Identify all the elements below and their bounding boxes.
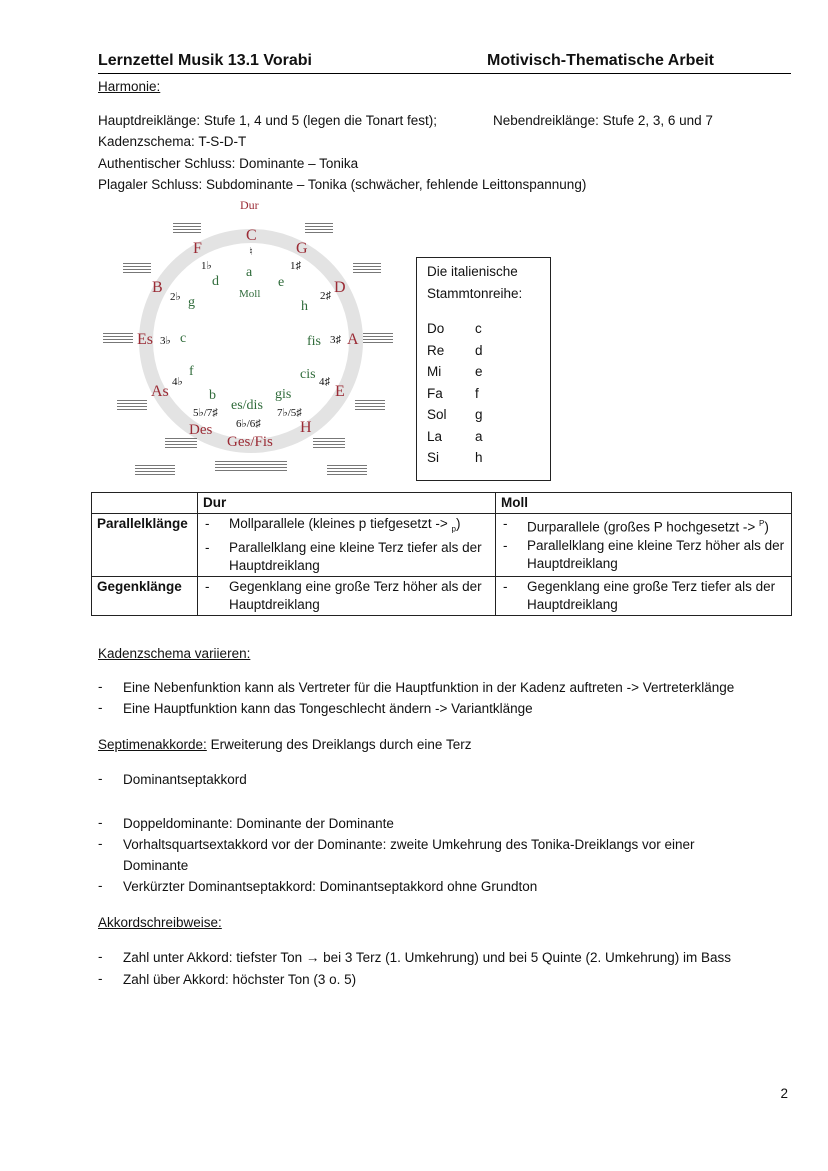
cell-text-end: ) bbox=[455, 516, 461, 531]
accidental-4-sharp: 4♯ bbox=[319, 376, 330, 388]
stammton-de: e bbox=[475, 364, 483, 379]
table-cell-dur bbox=[198, 514, 496, 577]
staff-icon bbox=[327, 465, 367, 477]
accidental-7flat-5sharp: 7♭/5♯ bbox=[277, 407, 302, 419]
bullet-dash: - bbox=[98, 771, 103, 786]
table-cell-dur bbox=[198, 576, 496, 615]
staff-icon bbox=[103, 333, 133, 345]
table-header-empty bbox=[92, 493, 198, 514]
klaenge-table bbox=[91, 492, 792, 616]
stammton-it: Si bbox=[427, 450, 440, 465]
stammton-de: g bbox=[475, 407, 483, 422]
accidental-2-flat: 2♭ bbox=[170, 291, 181, 303]
staff-icon bbox=[363, 333, 393, 345]
key-des-major: Des bbox=[189, 422, 213, 438]
septimen-item-4: Verkürzter Dominantseptakkord: Dominantseptakkord ohne Grundton bbox=[123, 879, 538, 894]
akkord-item-1: Zahl unter Akkord: tiefster Ton → bei 3 Terz (1. Umkehrung) und bei 5 Quinte (2. Umkehrung) im Bass bbox=[123, 950, 732, 965]
list-item: - Gegenklang eine große Terz höher als der Hauptdreiklang bbox=[203, 578, 490, 614]
staff-icon bbox=[215, 461, 287, 473]
table-row-label: Parallelklänge bbox=[92, 514, 198, 577]
cell-superscript: P bbox=[759, 519, 765, 528]
accidental-1-flat: 1♭ bbox=[201, 260, 212, 272]
cell-text: Mollparallele (kleines p tiefgesetzt -> bbox=[229, 516, 452, 531]
header-rule bbox=[98, 73, 791, 74]
accidental-5flat-7sharp: 5♭/7♯ bbox=[193, 407, 218, 419]
key-e-minor: e bbox=[278, 275, 285, 290]
moll-label: Moll bbox=[239, 288, 261, 300]
stammton-it: La bbox=[427, 429, 443, 444]
key-b-major: B bbox=[152, 279, 163, 296]
key-a-minor: a bbox=[246, 265, 253, 280]
key-as-major: As bbox=[151, 383, 169, 400]
list-item: - Parallelklang eine kleine Terz höher als der Hauptdreiklang bbox=[501, 537, 786, 573]
kadenzschema-text: Kadenzschema: T-S-D-T bbox=[98, 134, 247, 149]
staff-icon bbox=[165, 438, 197, 450]
key-g-minor: g bbox=[188, 295, 195, 310]
key-c-minor: c bbox=[180, 331, 187, 346]
septimen-item-1: Dominantseptakkord bbox=[123, 772, 247, 787]
dur-label: Dur bbox=[240, 198, 259, 212]
stammtonreihe-title-1: Die italienische bbox=[427, 264, 518, 279]
bullet-dash: - bbox=[98, 878, 103, 893]
kadenz-variieren-heading: Kadenzschema variieren: bbox=[98, 646, 251, 661]
key-es-dis-minor: es/dis bbox=[231, 398, 263, 413]
table-header-moll: Moll bbox=[496, 493, 792, 514]
stammton-it: Fa bbox=[427, 386, 443, 401]
table-row bbox=[92, 514, 792, 577]
key-d-major: D bbox=[334, 279, 346, 296]
key-gis-minor: gis bbox=[275, 387, 292, 402]
stammton-it: Re bbox=[427, 343, 445, 358]
staff-icon bbox=[173, 223, 201, 235]
table-cell-moll bbox=[496, 576, 792, 615]
cell-subscript: p bbox=[451, 524, 456, 534]
key-cis-minor: cis bbox=[300, 367, 316, 382]
stammtonreihe-title-2: Stammtonreihe: bbox=[427, 286, 523, 301]
stammton-it: Sol bbox=[427, 407, 447, 422]
staff-icon bbox=[355, 400, 385, 412]
hauptdreiklaenge-text: Hauptdreiklänge: Stufe 1, 4 und 5 (legen die Tonart fest); bbox=[98, 113, 437, 128]
nebendreiklaenge-text: Nebendreiklänge: Stufe 2, 3, 6 und 7 bbox=[493, 113, 713, 128]
table-header-row bbox=[92, 493, 792, 514]
harmonie-heading: Harmonie: bbox=[98, 79, 161, 94]
plagaler-schluss-text: Plagaler Schluss: Subdominante – Tonika (schwächer, fehlende Leittonspannung) bbox=[98, 177, 587, 192]
stammtonreihe-box bbox=[416, 257, 551, 481]
akkord-heading: Akkordschreibweise: bbox=[98, 915, 222, 930]
stammton-it: Do bbox=[427, 321, 445, 336]
list-item: - Parallelklang eine kleine Terz tiefer als der Hauptdreiklang bbox=[203, 539, 490, 575]
key-f-minor: f bbox=[189, 364, 194, 379]
table-cell-moll bbox=[496, 514, 792, 577]
septimen-heading: Septimenakkorde: bbox=[98, 737, 207, 752]
stammton-de: h bbox=[475, 450, 483, 465]
accidental-3-flat: 3♭ bbox=[160, 335, 171, 347]
authentischer-schluss-text: Authentischer Schluss: Dominante – Tonika bbox=[98, 156, 359, 171]
header-title-left: Lernzettel Musik 13.1 Vorabi bbox=[98, 52, 312, 69]
accidental-2-sharp: 2♯ bbox=[320, 290, 331, 302]
septimen-line bbox=[98, 736, 471, 754]
key-h-major: H bbox=[300, 419, 312, 436]
key-g-major: G bbox=[296, 240, 308, 257]
septimen-text: Erweiterung des Dreiklangs durch eine Terz bbox=[206, 737, 472, 752]
bullet-dash: - bbox=[98, 949, 103, 964]
accidental-4-flat: 4♭ bbox=[172, 376, 183, 388]
akkord-item-2: Zahl über Akkord: höchster Ton (3 o. 5) bbox=[123, 972, 357, 987]
stammton-de: a bbox=[475, 429, 483, 444]
stammton-de: f bbox=[475, 386, 479, 401]
septimen-item-3a: Vorhaltsquartsextakkord vor der Dominante: zweite Umkehrung des Tonika-Dreiklangs vor einer bbox=[123, 837, 695, 852]
list-item bbox=[501, 515, 786, 537]
table-row bbox=[92, 576, 792, 615]
staff-icon bbox=[123, 263, 151, 275]
table-header-dur: Dur bbox=[198, 493, 496, 514]
page-number: 2 bbox=[780, 1086, 788, 1101]
key-ges-fis-major: Ges/Fis bbox=[227, 434, 273, 450]
key-c-major: C bbox=[246, 227, 257, 244]
cell-text-end: ) bbox=[764, 519, 769, 535]
key-f-major: F bbox=[193, 240, 202, 257]
accidental-3-sharp: 3♯ bbox=[330, 334, 341, 346]
accidental-6flat-6sharp: 6♭/6♯ bbox=[236, 418, 261, 430]
staff-icon bbox=[135, 465, 175, 477]
staff-icon bbox=[353, 263, 381, 275]
staff-icon bbox=[117, 400, 147, 412]
kadenz-item-2: Eine Hauptfunktion kann das Tongeschlecht ändern -> Variantklänge bbox=[123, 701, 533, 716]
bullet-dash: - bbox=[98, 815, 103, 830]
key-fis-minor: fis bbox=[307, 334, 321, 349]
septimen-item-2: Doppeldominante: Dominante der Dominante bbox=[123, 816, 394, 831]
stammton-de: c bbox=[475, 321, 482, 336]
bullet-dash: - bbox=[98, 700, 103, 715]
key-h-minor: h bbox=[301, 299, 308, 314]
septimen-item-3b: Dominante bbox=[123, 858, 189, 873]
key-a-major: A bbox=[347, 331, 359, 348]
key-es-major: Es bbox=[137, 331, 153, 348]
stammton-it: Mi bbox=[427, 364, 442, 379]
bullet-dash: - bbox=[98, 679, 103, 694]
list-item bbox=[203, 515, 490, 539]
stammton-de: d bbox=[475, 343, 483, 358]
circle-of-fifths bbox=[95, 195, 405, 490]
staff-icon bbox=[305, 223, 333, 235]
key-b-minor: b bbox=[209, 388, 216, 403]
natural-sign: ♮ bbox=[249, 246, 253, 258]
header-title-right: Motivisch-Thematische Arbeit bbox=[487, 52, 715, 69]
accidental-1-sharp: 1♯ bbox=[290, 260, 301, 272]
key-d-minor: d bbox=[212, 274, 219, 289]
bullet-dash: - bbox=[98, 971, 103, 986]
key-e-major: E bbox=[335, 383, 345, 400]
kadenz-item-1: Eine Nebenfunktion kann als Vertreter für die Hauptfunktion in der Kadenz auftreten -> Vertreterklänge bbox=[123, 680, 735, 695]
bullet-dash: - bbox=[98, 836, 103, 851]
list-item: - Gegenklang eine große Terz tiefer als der Hauptdreiklang bbox=[501, 578, 786, 614]
staff-icon bbox=[313, 438, 345, 450]
cell-text: Durparallele (großes P hochgesetzt -> bbox=[527, 519, 759, 535]
table-row-label: Gegenklänge bbox=[92, 576, 198, 615]
